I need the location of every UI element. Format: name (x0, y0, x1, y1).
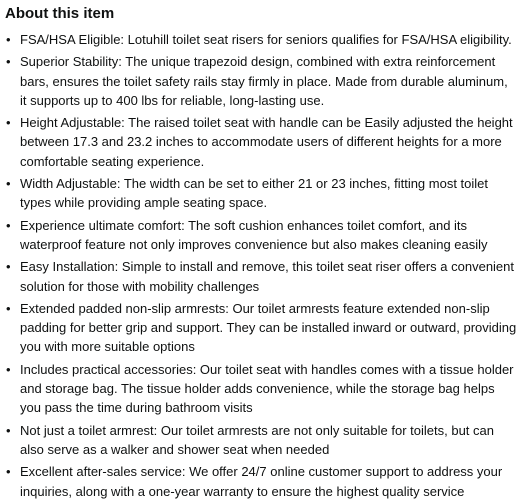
feature-bullet-item (5, 421, 517, 460)
feature-bullet-item (5, 52, 517, 110)
bullet-icon: • (6, 176, 11, 192)
feature-bullet-item (5, 174, 517, 213)
bullet-icon: • (6, 217, 11, 233)
feature-bullet-list (5, 30, 517, 501)
feature-text: Extended padded non-slip armrests: Our toilet armrests feature extended non-slip padding for better grip and support. They can be installed inward or outward, providing you with more suitable options (20, 300, 517, 355)
bullet-icon: • (6, 259, 11, 275)
feature-text: Experience ultimate comfort: The soft cushion enhances toilet comfort, and its waterproof feature not only improves convenience but also makes cleaning easily (20, 217, 488, 252)
feature-bullet-item (5, 360, 517, 418)
bullet-icon: • (6, 300, 11, 316)
feature-text: Not just a toilet armrest: Our toilet armrests are not only suitable for toilets, but can also serve as a walker and shower seat when needed (20, 422, 494, 457)
about-this-item-section (5, 4, 517, 504)
feature-bullet-item (5, 299, 517, 357)
bullet-icon: • (6, 464, 11, 480)
bullet-icon: • (6, 32, 11, 47)
feature-text: Height Adjustable: The raised toilet seat with handle can be Easily adjusted the height between 17.3 and 23.2 inches to accommodate users of different heights for a more comfortable seating experience. (20, 115, 513, 169)
bullet-icon: • (6, 422, 11, 438)
feature-text: Easy Installation: Simple to install and remove, this toilet seat riser offers a convenient solution for those with mobility challenges (20, 259, 515, 294)
feature-bullet-item (5, 257, 517, 296)
feature-text: Excellent after-sales service: We offer 24/7 online customer support to address your inquiries, along with a one-year warranty to ensure the highest quality service (20, 464, 503, 499)
bullet-icon: • (6, 361, 11, 377)
feature-text: Superior Stability: The unique trapezoid design, combined with extra reinforcement bars, ensures the toilet safety rails stay firmly in place. Made from durable aluminum, it supports up to 400 lbs for reliable, long-lasting use. (20, 54, 508, 108)
feature-bullet-item (5, 30, 517, 49)
bullet-icon: • (6, 54, 11, 70)
feature-text: Includes practical accessories: Our toilet seat with handles comes with a tissue holder and storage bag. The tissue holder adds convenience, while the storage bag helps you pass the time during bathroom visits (20, 361, 514, 416)
feature-bullet-item (5, 216, 517, 255)
feature-text: Width Adjustable: The width can be set to either 21 or 23 inches, fitting most toilet types while providing ample seating space. (20, 176, 489, 211)
section-title: About this item (5, 5, 115, 22)
feature-text: FSA/HSA Eligible: Lotuhill toilet seat risers for seniors qualifies for FSA/HSA eligibility. (20, 32, 512, 47)
feature-bullet-item (5, 113, 517, 171)
bullet-icon: • (6, 115, 11, 131)
